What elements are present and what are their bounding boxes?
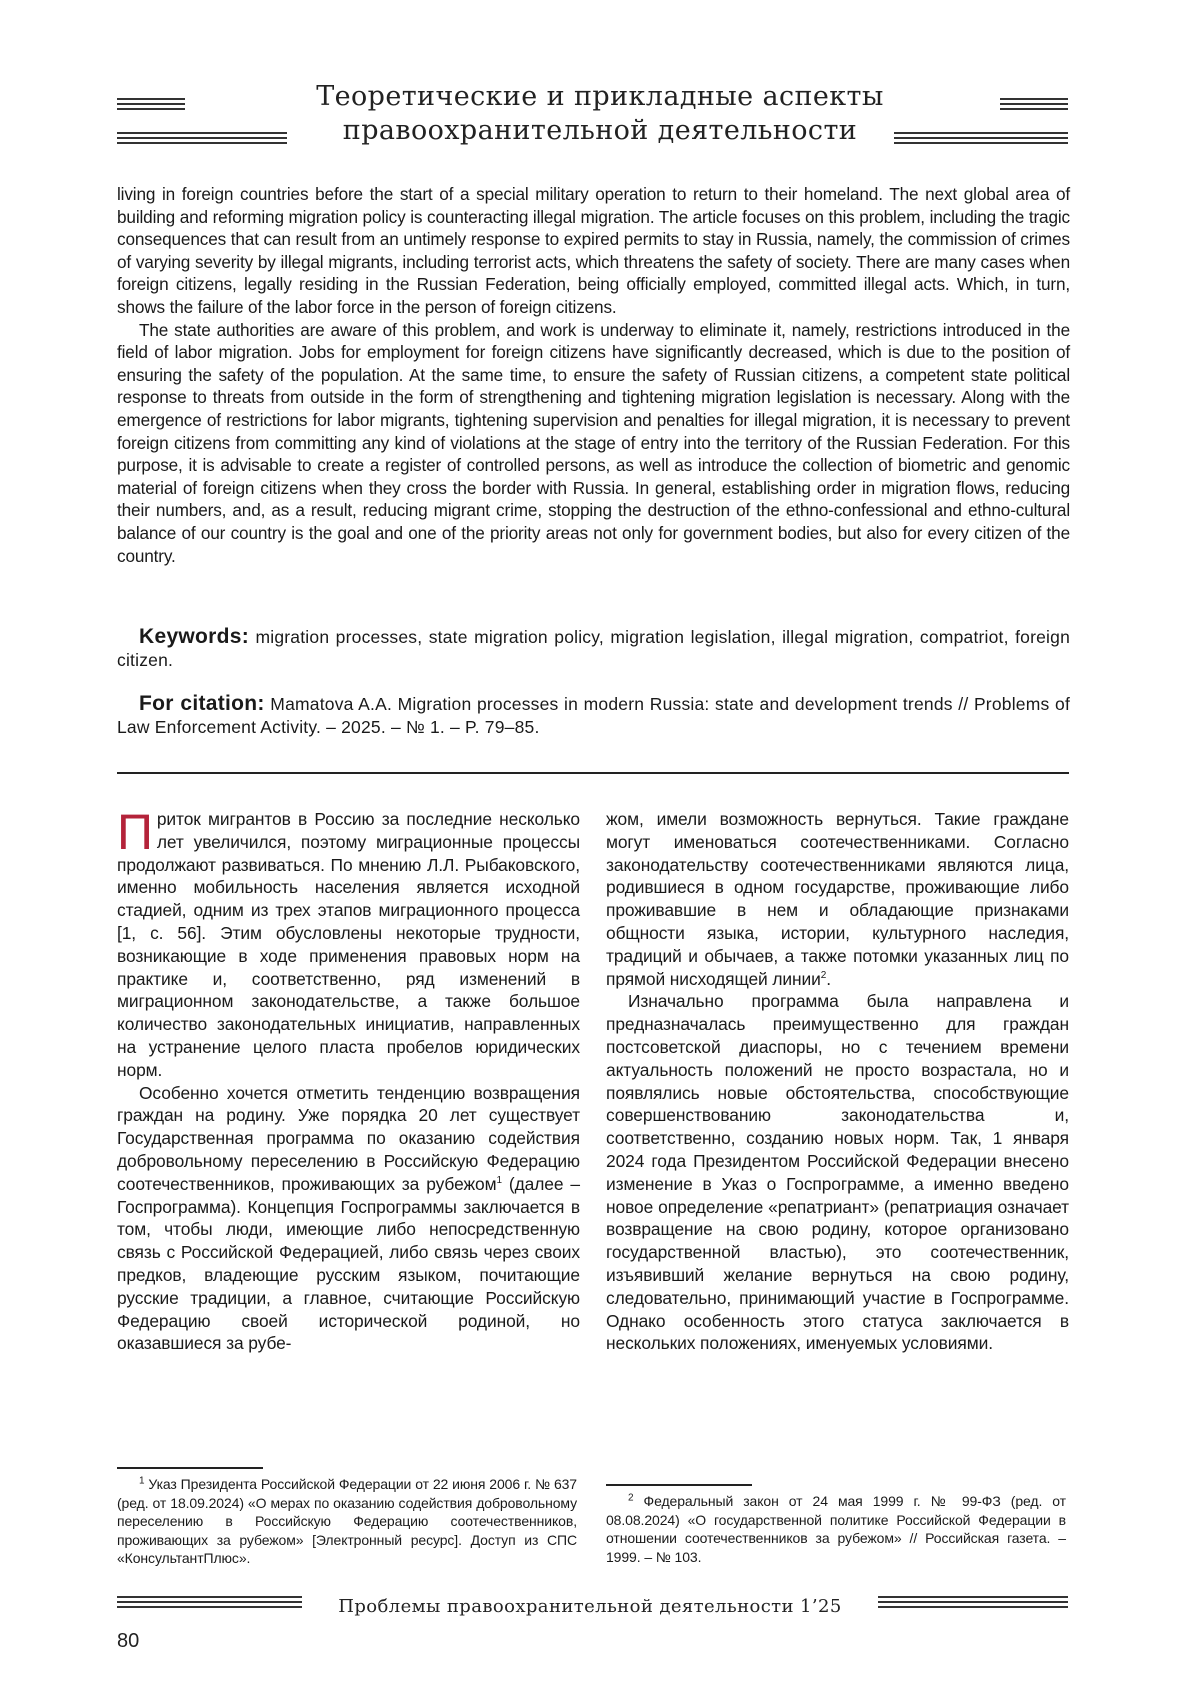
section-title-line2: правоохранительной деятельности [342, 115, 858, 146]
page-number: 80 [117, 1630, 140, 1652]
section-divider [117, 772, 1069, 774]
running-header [0, 80, 1200, 160]
body-column-right [606, 808, 1069, 1355]
header-rule-left-top [117, 98, 185, 113]
body-paragraph-text: жом, имели возможность вернуться. Такие граждане могут именоваться соотечественниками. Согласно законодательству соотечественниками являются лица, родившиеся в одном государстве, проживающие либо проживавшие в нем и обладающие признаками общности языка, истории, культурного наследия, традиций и обычаев, а также потомки указанных лиц по прямой нисходящей линии [606, 809, 1069, 989]
abstract-paragraph-2: The state authorities are aware of this problem, and work is underway to eliminate it, namely, restrictions introduced in the field of labor migration. Jobs for employment for foreign citizens have significantly decreased, which is due to the position of ensuring the safety of the population. At the same time, to ensure the safety of Russian citizens, a competent state political response to threats from outside in the form of strengthening and tightening migration legislation is necessary. Along with the emergence of restrictions for labor migrants, tightening supervision and penalties for illegal migration, it is necessary to prevent foreign citizens from committing any kind of violations at the stage of entry into the territory of the Russian Federation. For this purpose, it is advisable to create a register of controlled persons, as well as introduce the collection of biometric and genomic material of foreign citizens when they cross the border with Russia. In general, establishing order in migration flows, reducing their numbers, and, as a result, reducing migrant crime, stopping the destruction of the ethno-confessional and ethno-cultural balance of our country is the goal and one of the priority areas not only for government bodies, but also for every citizen of the country. [117, 319, 1070, 566]
body-paragraph-text: . [826, 968, 831, 989]
footer-rule-right [878, 1596, 1068, 1611]
abstract [117, 183, 1070, 567]
footnote-number: 1 [139, 1475, 145, 1487]
footer-rule-left [117, 1596, 302, 1611]
body-paragraph [606, 808, 1069, 990]
abstract-paragraph-1: living in foreign countries before the start of a special military operation to return to their homeland. The next global area of building and reforming migration policy is counteracting illegal migration. The article focuses on this problem, including the tragic consequences that can result from an untimely response to expired permits to stay in Russia, namely, the commission of crimes of varying severity by illegal migrants, including terrorist acts, which threatens the safety of society. There are many cases when foreign citizens, legally residing in the Russian Federation, being officially employed, committed illegal acts. Which, in turn, shows the failure of the labor force in the person of foreign citizens. [117, 184, 1070, 317]
keywords-text: migration processes, state migration policy, migration legislation, illegal migration, compatriot, foreign citizen. [117, 627, 1070, 670]
body-paragraph [117, 1082, 580, 1356]
body-column-left [117, 804, 580, 1355]
body-paragraph: Изначально программа была направлена и предназначалась преимущественно для граждан постсоветской диаспоры, но с течением времени актуальность положений не просто возрастала, но и появлялись новые обстоятельства, способствующие совершенствованию законодательства и, соответственно, созданию новых норм. Так, 1 января 2024 года Президентом Российской Федерации внесено изменение в Указ о Госпрограмме, а именно введено новое определение «репатриант» (репатриация означает возвращение на свою родину, которое организовано государственной властью), это соотечественник, изъявивший желание вернуться на свою родину, следовательно, принимающий участие в Госпрограмме. Однако особенность этого статуса заключается в нескольких положениях, именуемых условиями. [606, 991, 1069, 1354]
section-title-line1: Теоретические и прикладные аспекты [316, 81, 884, 112]
body-paragraph [117, 804, 580, 1082]
footnote-text: Федеральный закон от 24 мая 1999 г. № 99-ФЗ (ред. от 08.08.2024) «О государственной политике Российской Федерации в отношении соотечественников за рубежом» // Российская газета. – 1999. – № 103. [606, 1493, 1066, 1565]
footnote-number: 2 [628, 1492, 634, 1504]
body-paragraph-text: Особенно хочется отметить тенденцию возвращения граждан на родину. Уже порядка 20 лет существует Государственная программа по оказанию содействия добровольному переселению в Российскую Федерацию соотечественников, проживающих за рубежом [117, 1082, 580, 1194]
footnote-text: Указ Президента Российской Федерации от 22 июня 2006 г. № 637 (ред. от 18.09.2024) «О мерах по оказанию содействия добровольному переселению в Российскую Федерацию соотечественников, проживающих за рубежом» [Электронный ресурс]. Доступ из СПС «КонсультантПлюс». [117, 1476, 577, 1567]
journal-title: Проблемы правоохранительной деятельности 1’25 [338, 1596, 842, 1617]
footnote-rule-left [117, 1467, 263, 1469]
keywords-label: Keywords: [139, 625, 250, 648]
citation-text: Mamatova A.A. Migration processes in modern Russia: state and development trends // Problems of Law Enforcement Activity. – 2025. – № 1. – P. 79–85. [117, 694, 1071, 737]
footnote-1 [117, 1475, 577, 1568]
header-rule-right-top [1000, 98, 1068, 113]
body-paragraph-text: риток мигрантов в Россию за последние несколько лет увеличился, поэтому миграционные процессы продолжают развиваться. По мнению Л.Л. Рыбаковского, именно мобильность населения является исходной стадией, одним из трех этапов миграционного процесса [1, с. 56]. Этим обусловлены некоторые трудности, возникающие в ходе применения правовых норм на практике и, соответственно, ряд изменений в миграционном законодательстве, а также большое количество законодательных инициатив, направленных на устранение целого пласта пробелов юридических норм. [117, 809, 580, 1080]
footnote-ref-1[interactable]: 1 [496, 1174, 502, 1186]
footnote-rule-right [606, 1484, 752, 1486]
body-paragraph-text: (далее – Госпрограмма). Концепция Госпрограммы заключается в том, чтобы люди, имеющие либо непосредственную связь с Российской Федерацией, либо связь через своих предков, владеющие русским языком, почитающие русские традиции, а главное, считающие Российскую Федерацию своей исторической родиной, но оказавшиеся за рубе- [117, 1173, 580, 1354]
drop-cap: П [117, 804, 153, 860]
citation [117, 693, 1070, 739]
header-rule-right-bottom [894, 132, 1068, 147]
citation-label: For citation: [139, 692, 265, 715]
footnote-ref-2[interactable]: 2 [820, 969, 827, 981]
keywords [117, 626, 1070, 672]
header-rule-left-bottom [117, 132, 287, 147]
footnote-2 [606, 1492, 1066, 1566]
